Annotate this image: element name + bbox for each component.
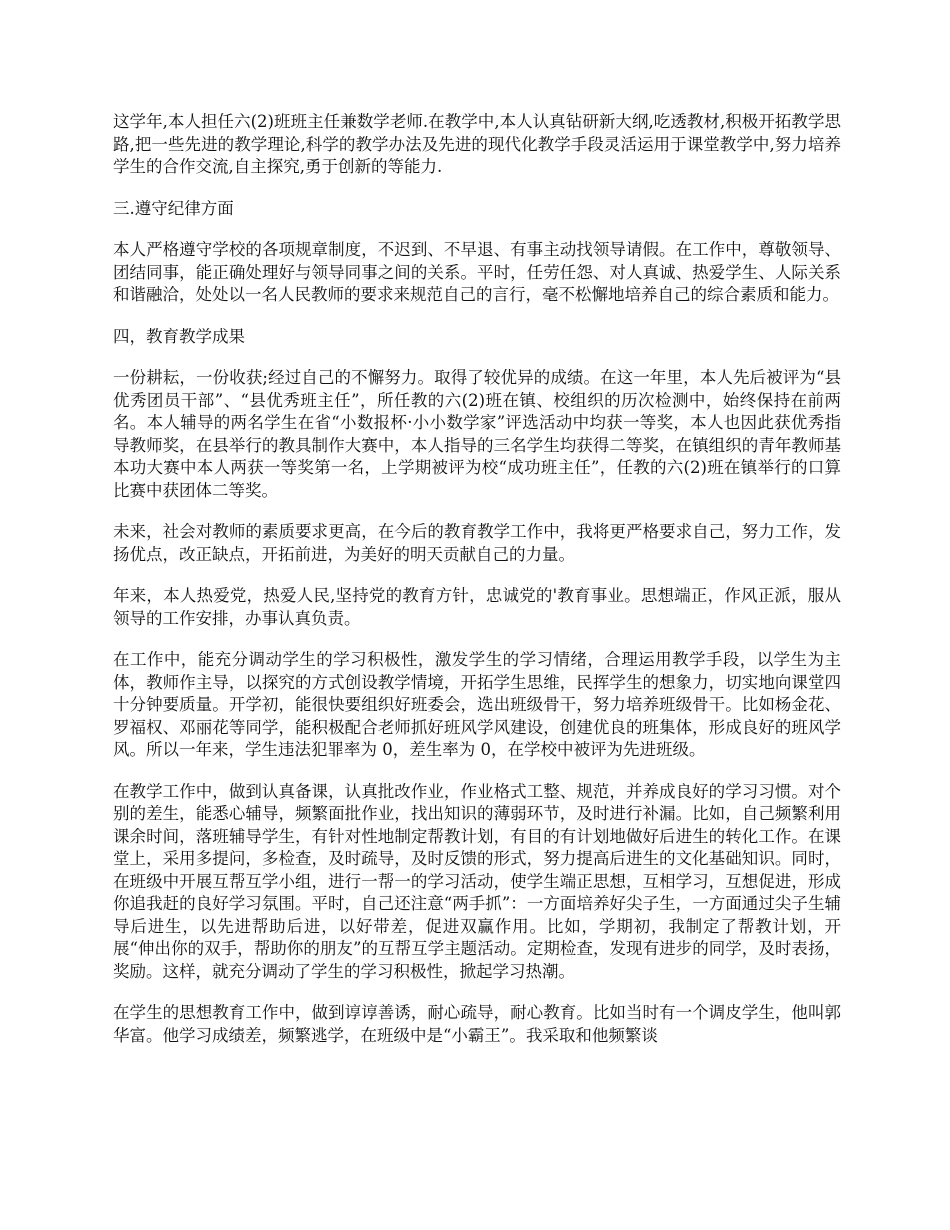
paragraph-intro: 这学年,本人担任六(2)班班主任兼数学老师.在教学中,本人认真钻研新大纲,吃透教材,积极开拓教学思路,把一些先进的教学理论,科学的教学办法及先进的现代化教学手段灵活运用于课堂教学中,努力培养学生的合作交流,自主探究,勇于创新的等能力. — [113, 112, 841, 176]
paragraph-moral-education: 在学生的思想教育工作中，做到谆谆善诱，耐心疏导，耐心教育。比如当时有一个调皮学生，他叫郭华富。他学习成绩差，频繁逃学，在班级中是“小霸王”。我采取和他频繁谈 — [113, 1003, 841, 1045]
section-heading-results: 四，教育教学成果 — [113, 326, 245, 346]
paragraph-discipline: 本人严格遵守学校的各项规章制度，不迟到、不早退、有事主动找领导请假。在工作中，尊敬领导、团结同事，能正确处理好与领导同事之间的关系。平时，任劳任怨、对人真诚、热爱学生、人际关系和谐融洽，处处以一名人民教师的要求来规范自己的言行，毫不松懈地培养自己的综合素质和能力。 — [113, 240, 841, 304]
paragraph-politics: 年来，本人热爱党，热爱人民,坚持党的教育方针，忠诚党的'教育事业。思想端正，作风正派，服从领导的工作安排，办事认真负责。 — [113, 586, 841, 628]
paragraph-results: 一份耕耘，一份收获;经过自己的不懈努力。取得了较优异的成绩。在这一年里，本人先后被评为“县优秀团员干部”、“县优秀班主任”，所任教的六(2)班在镇、校组织的历次检测中，始终保持在前两名。本人辅导的两名学生在省“小数报杯·小小数学家”评选活动中均获一等奖，本人也因此获优秀指导教师奖，在县举行的教具制作大赛中，本人指导的三名学生均获得二等奖，在镇组织的青年教师基本功大赛中本人两获一等奖第一名，上学期被评为校“成功班主任”，任教的六(2)班在镇举行的口算比赛中获团体二等奖。 — [113, 368, 841, 500]
paragraph-teaching-work: 在教学工作中，做到认真备课，认真批改作业，作业格式工整、规范，并养成良好的学习习惯。对个别的差生，能悉心辅导，频繁面批作业，找出知识的薄弱环节，及时进行补漏。比如，自己频繁利用课余时间，落班辅导学生，有针对性地制定帮教计划，有目的有计划地做好后进生的转化工作。在课堂上，采用多提问，多检查，及时疏导，及时反馈的形式，努力提高后进生的文化基础知识。同时，在班级中开展互帮互学小组，进行一帮一的学习活动，使学生端正思想，互相学习，互想促进，形成你追我赶的良好学习氛围。平时，自己还注意“两手抓”：一方面培养好尖子生，一方面通过尖子生辅导后进生，以先进帮助后进，以好带差，促进双赢作用。比如，学期初，我制定了帮教计划，开展“伸出你的双手，帮助你的朋友”的互帮互学主题活动。定期检查，发现有进步的同学，及时表扬，奖励。这样，就充分调动了学生的学习积极性，掀起学习热潮。 — [113, 781, 841, 981]
paragraph-class-management: 在工作中，能充分调动学生的学习积极性，激发学生的学习情绪，合理运用教学手段，以学生为主体，教师作主导，以探究的方式创设教学情境，开拓学生思维，民挥学生的想象力，切实地向课堂四十分钟要质量。开学初，能很快要组织好班委会，选出班级骨干，努力培养班级骨干。比如杨金花、罗福权、邓丽花等同学，能积极配合老师抓好班风学风建设，创建优良的班集体，形成良好的班风学风。所以一年来，学生违法犯罪率为 0，差生率为 0，在学校中被评为先进班级。 — [113, 650, 841, 759]
section-heading-discipline: 三.遵守纪律方面 — [113, 198, 234, 218]
paragraph-future: 未来，社会对教师的素质要求更高，在今后的教育教学工作中，我将更严格要求自己，努力工作，发扬优点，改正缺点，开拓前进，为美好的明天贡献自己的力量。 — [113, 522, 841, 564]
document-body — [113, 111, 841, 1066]
